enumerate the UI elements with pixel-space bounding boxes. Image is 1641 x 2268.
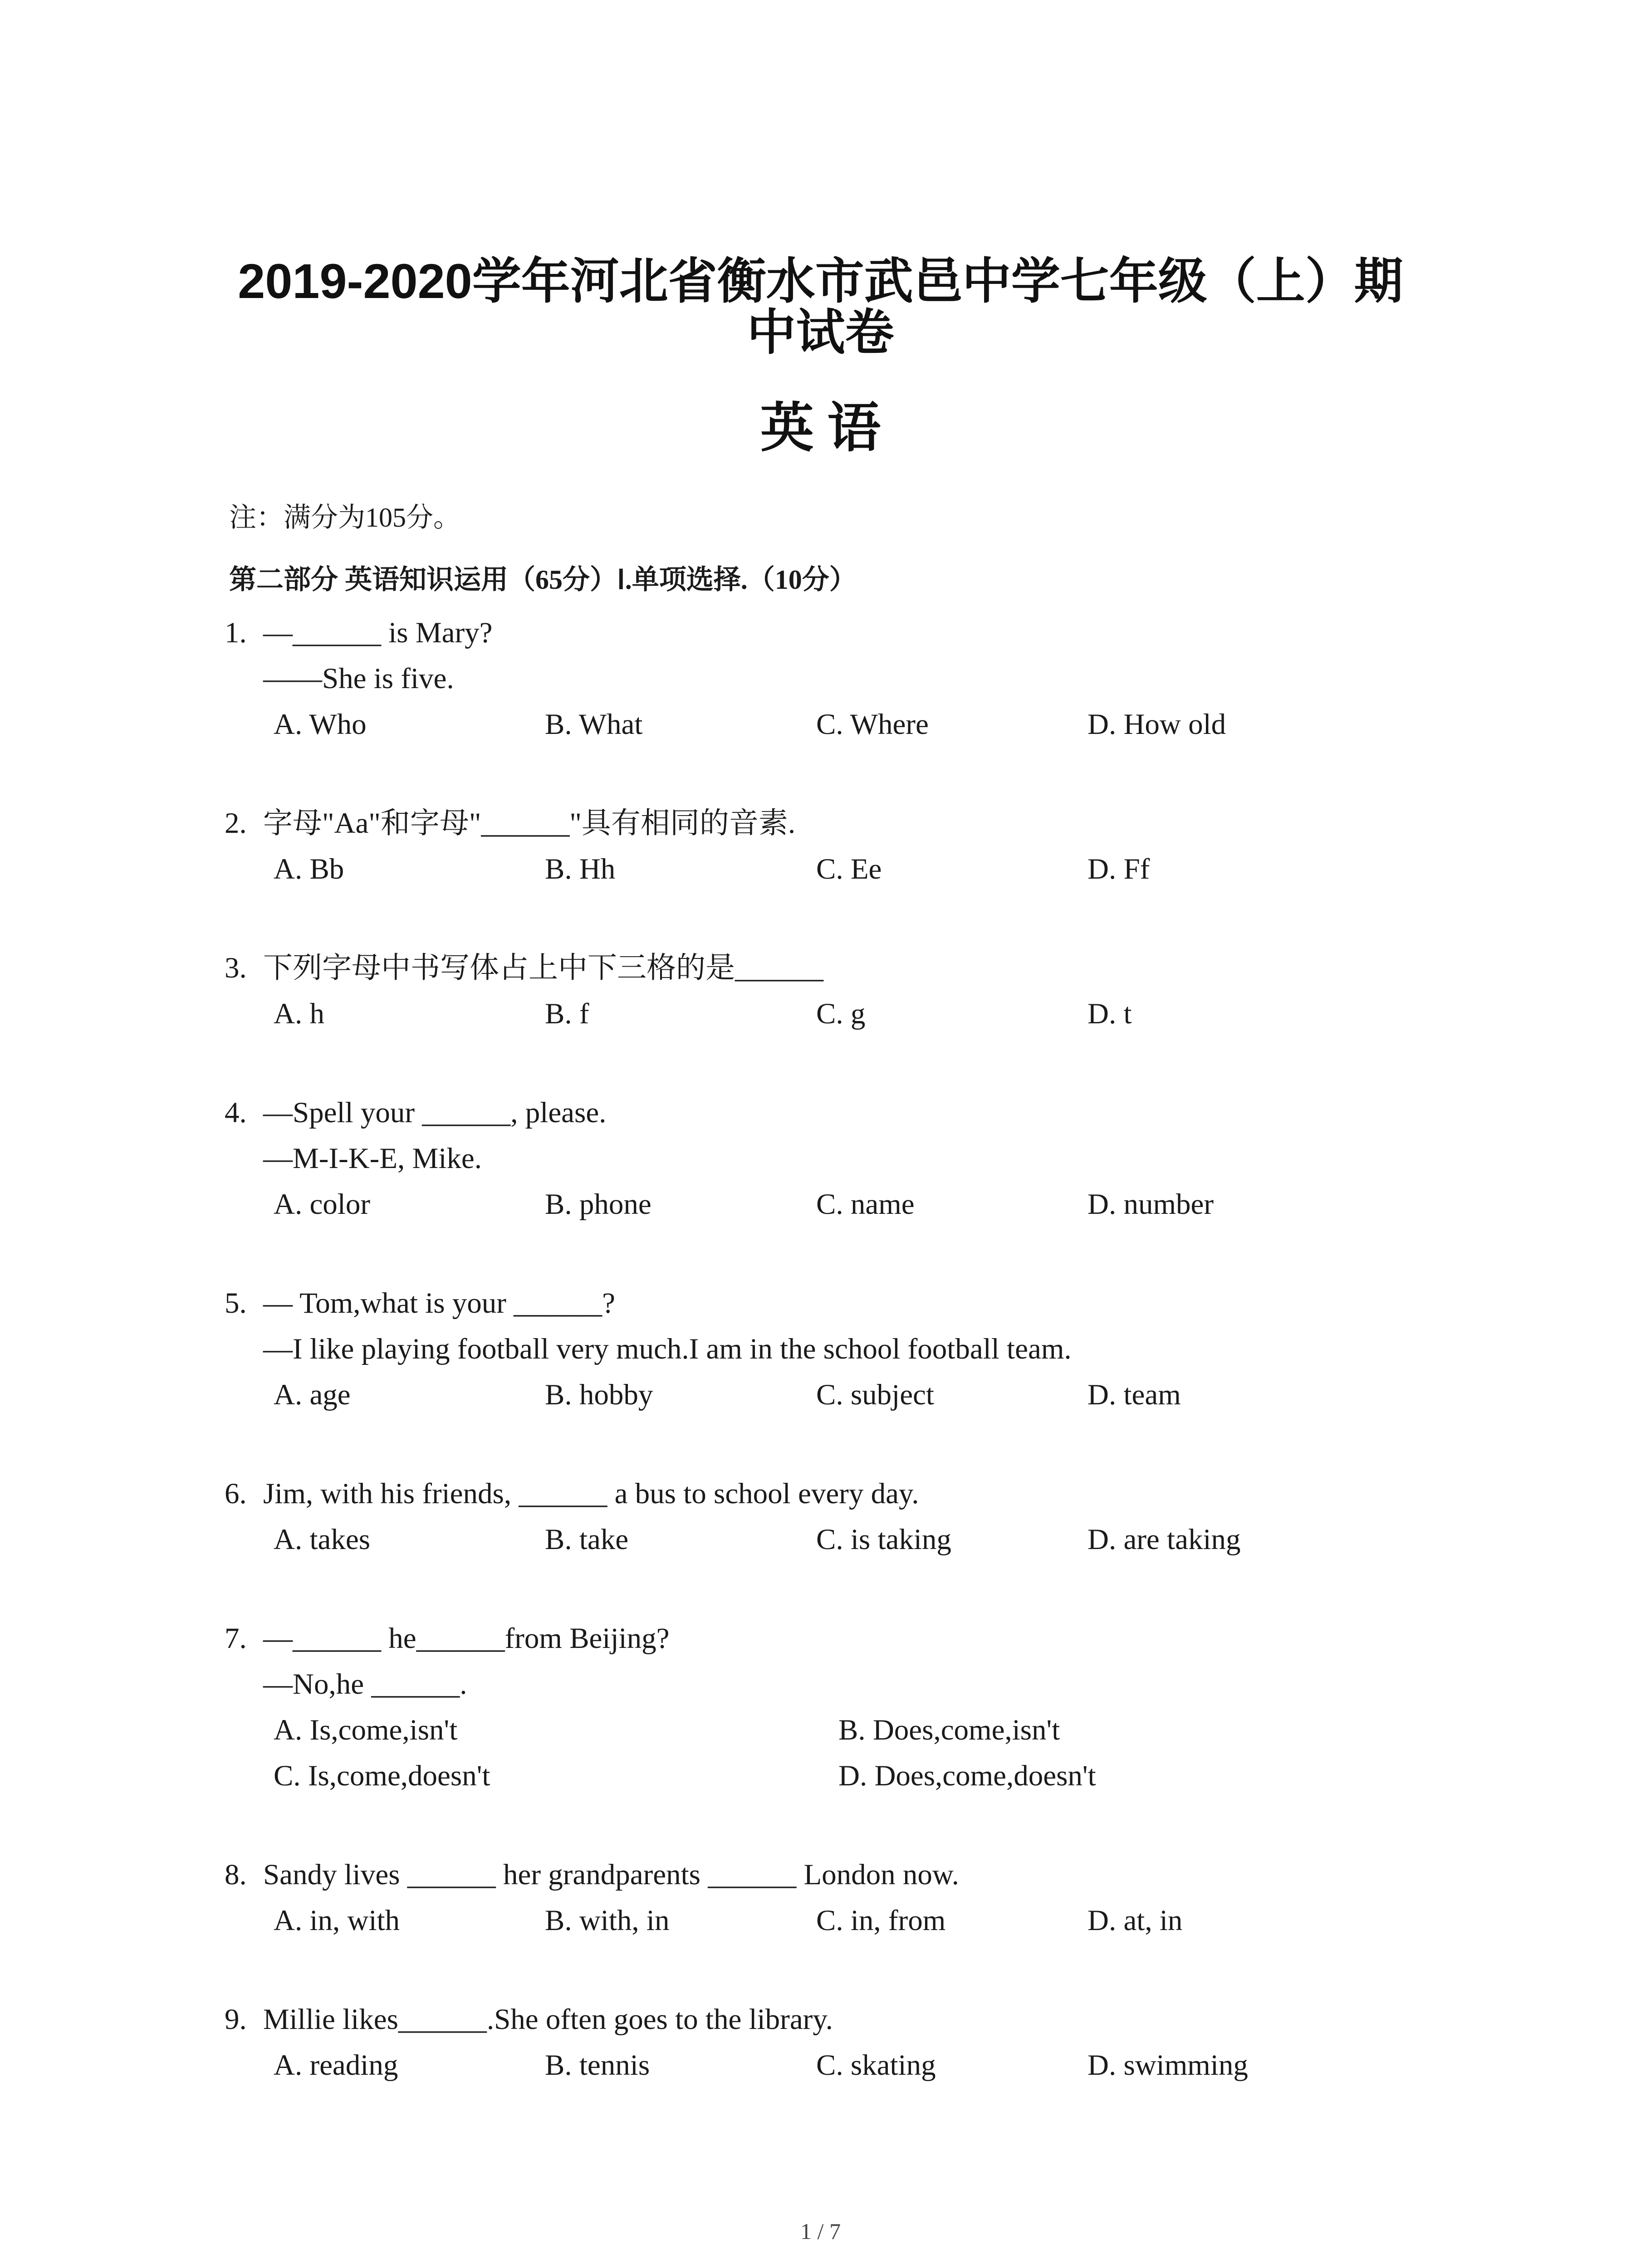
answer-option: B. hobby <box>545 1378 653 1411</box>
answer-option: D. team <box>1087 1378 1181 1411</box>
answer-options <box>225 846 1540 892</box>
answer-option: A. color <box>274 1188 370 1221</box>
answer-option: D. Ff <box>1087 853 1150 885</box>
question-number: 8. <box>225 1858 247 1891</box>
answer-option: B. Does,come,isn't <box>838 1714 1060 1746</box>
question-item <box>225 1997 1540 2088</box>
question-stem: —______ he______from Beijing? <box>263 1622 670 1655</box>
question-item <box>225 1471 1540 1563</box>
question-item <box>225 1281 1540 1418</box>
question-number: 3. <box>225 952 247 984</box>
answer-options <box>225 1372 1540 1418</box>
question-stem: —I like playing football very much.I am in the school football team. <box>263 1333 1072 1365</box>
answer-option: C. Where <box>816 708 929 741</box>
answer-option: A. in, with <box>274 1904 400 1937</box>
exam-title-line: 2019-2020学年河北省衡水市武邑中学七年级（上）期 <box>238 254 1403 308</box>
answer-option: B. tennis <box>545 2049 650 2082</box>
answer-option: D. How old <box>1087 708 1226 741</box>
answer-option: D. swimming <box>1087 2049 1248 2082</box>
question-number: 2. <box>225 807 247 840</box>
answer-options <box>225 1182 1540 1227</box>
answer-option: C. name <box>816 1188 915 1221</box>
question-number: 1. <box>225 616 247 649</box>
answer-option: A. h <box>274 997 324 1030</box>
answer-options <box>225 1707 1540 1799</box>
answer-option: C. subject <box>816 1378 934 1411</box>
page-number: 1 / 7 <box>800 2219 841 2244</box>
answer-option: B. What <box>545 708 643 741</box>
question-stem: —______ is Mary? <box>263 616 493 649</box>
question-item <box>225 945 1540 1037</box>
answer-option: B. Hh <box>545 853 616 885</box>
answer-option: B. phone <box>545 1188 652 1221</box>
answer-option: A. age <box>274 1378 351 1411</box>
question-stem: 字母"Aa"和字母"______"具有相同的音素. <box>263 807 796 840</box>
score-note: 注：满分为105分。 <box>229 503 460 533</box>
question-number: 7. <box>225 1622 247 1655</box>
question-number: 6. <box>225 1477 247 1510</box>
answer-option: B. take <box>545 1523 629 1556</box>
question-stem: —Spell your ______, please. <box>263 1096 607 1129</box>
answer-option: D. at, in <box>1087 1904 1183 1937</box>
answer-options <box>225 702 1540 748</box>
answer-option: C. Is,come,doesn't <box>274 1760 490 1792</box>
question-number: 4. <box>225 1096 247 1129</box>
answer-options <box>225 1898 1540 1944</box>
question-item <box>225 1852 1540 1944</box>
question-stem: Jim, with his friends, ______ a bus to school every day. <box>263 1477 919 1510</box>
answer-option: A. Bb <box>274 853 344 885</box>
question-item <box>225 1090 1540 1227</box>
answer-option: D. Does,come,doesn't <box>838 1760 1096 1792</box>
question-stem: — Tom,what is your ______? <box>263 1287 616 1320</box>
question-stem: 下列字母中书写体占上中下三格的是______ <box>263 952 824 984</box>
section-heading: 第二部分 英语知识运用（65分）Ⅰ.单项选择.（10分） <box>229 565 857 595</box>
question-stem: ——She is five. <box>263 662 454 695</box>
answer-option: C. in, from <box>816 1904 946 1937</box>
question-number: 9. <box>225 2003 247 2036</box>
question-item <box>225 610 1540 748</box>
question-item <box>225 1616 1540 1799</box>
question-stem: —No,he ______. <box>263 1668 467 1701</box>
answer-option: A. reading <box>274 2049 398 2082</box>
answer-option: A. Is,come,isn't <box>274 1714 458 1746</box>
answer-option: C. skating <box>816 2049 936 2082</box>
answer-option: D. t <box>1087 997 1132 1030</box>
question-stem: Millie likes______.She often goes to the library. <box>263 2003 833 2036</box>
answer-options <box>225 1517 1540 1563</box>
question-stem: Sandy lives ______ her grandparents ______ London now. <box>263 1858 959 1891</box>
exam-title <box>0 255 1641 358</box>
answer-option: B. f <box>545 997 589 1030</box>
answer-options <box>225 2043 1540 2088</box>
answer-option: C. g <box>816 997 866 1030</box>
answer-option: B. with, in <box>545 1904 670 1937</box>
answer-option: C. Ee <box>816 853 882 885</box>
question-list <box>225 610 1540 2141</box>
exam-title-line: 中试卷 <box>747 305 894 360</box>
answer-option: A. takes <box>274 1523 370 1556</box>
question-item <box>225 801 1540 892</box>
subject-heading: 英 语 <box>760 399 881 458</box>
answer-option: C. is taking <box>816 1523 951 1556</box>
answer-option: D. are taking <box>1087 1523 1241 1556</box>
question-number: 5. <box>225 1287 247 1320</box>
answer-option: D. number <box>1087 1188 1214 1221</box>
answer-options <box>225 991 1540 1037</box>
question-stem: —M-I-K-E, Mike. <box>263 1142 482 1175</box>
answer-option: A. Who <box>274 708 367 741</box>
